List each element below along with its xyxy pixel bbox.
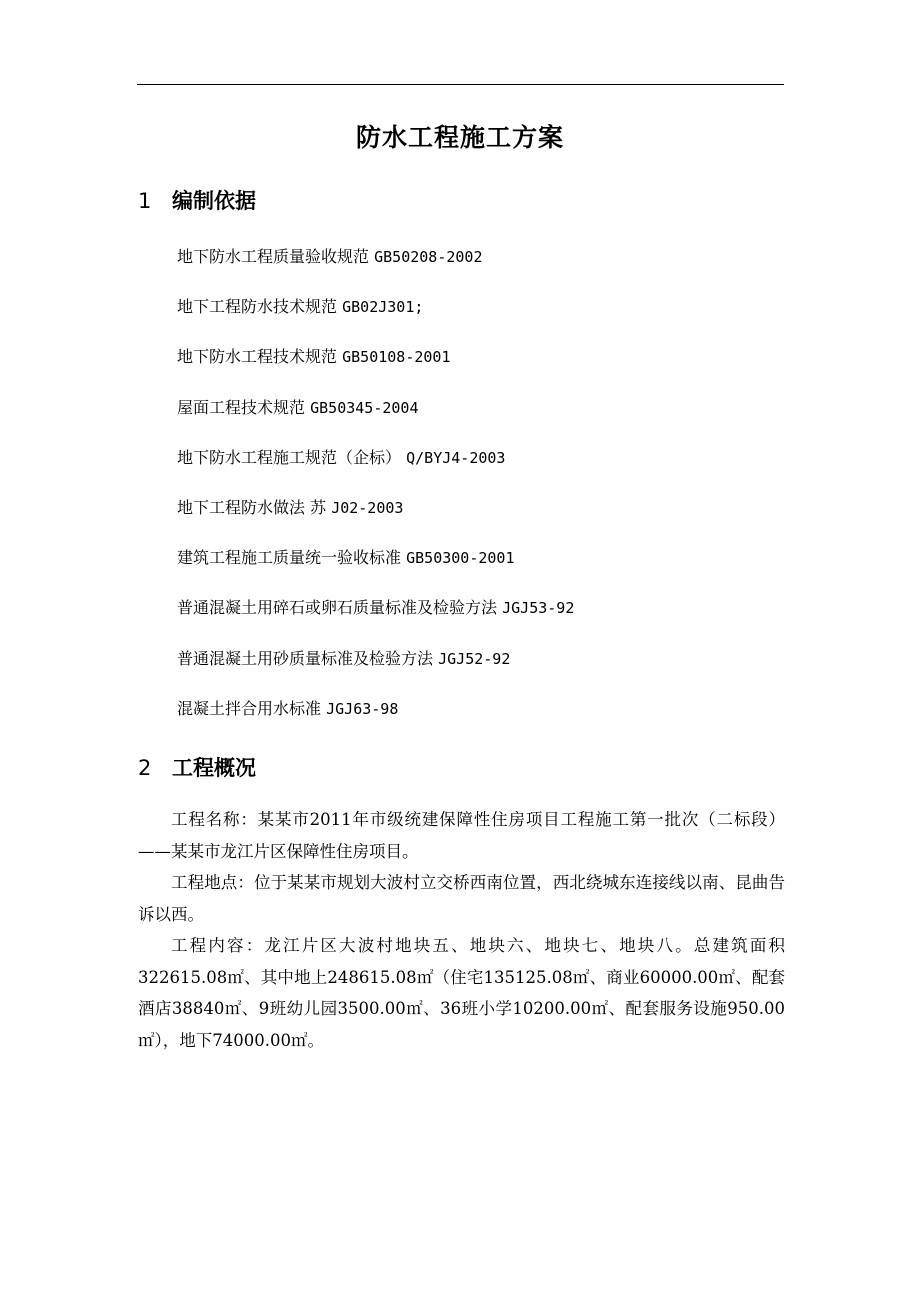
- section-title: 工程概况: [172, 756, 256, 780]
- list-item: 普通混凝土用碎石或卵石质量标准及检验方法 JGJ53-92: [177, 598, 575, 618]
- list-item: 地下工程防水做法 苏 J02-2003: [177, 497, 404, 517]
- section-number: 1: [138, 189, 152, 213]
- section-1-heading: [138, 186, 256, 216]
- list-item: 普通混凝土用砂质量标准及检验方法 JGJ52-92: [177, 648, 511, 668]
- project-name-paragraph: 工程名称：某某市2011年市级统建保障性住房项目工程施工第一批次（二标段）——某某市龙江片区保障性住房项目。: [138, 810, 785, 861]
- list-item: 地下防水工程技术规范 GB50108-2001: [177, 347, 451, 367]
- project-location-paragraph: 工程地点：位于某某市规划大波村立交桥西南位置，西北绕城东连接线以南、昆曲告诉以西。: [138, 873, 785, 924]
- section-title: 编制依据: [172, 189, 256, 213]
- list-item: 地下防水工程施工规范（企标） Q/BYJ4-2003: [177, 447, 506, 467]
- list-item: 地下工程防水技术规范 GB02J301;: [177, 297, 424, 317]
- document-title: 防水工程施工方案: [355, 123, 564, 152]
- list-item: 屋面工程技术规范 GB50345-2004: [177, 397, 419, 417]
- list-item: 建筑工程施工质量统一验收标准 GB50300-2001: [177, 548, 515, 568]
- project-overview: [138, 804, 785, 1056]
- section-2-heading: [138, 753, 256, 783]
- header-rule: [137, 84, 784, 85]
- project-content-paragraph: 工程内容：龙江片区大波村地块五、地块六、地块七、地块八。总建筑面积322615.08㎡、其中地上248615.08㎡（住宅135125.08㎡、商业60000.00㎡、配套酒店38840㎡、9班幼儿园3500.00㎡、36班小学10200.00㎡、配套服务设施950.00㎡），地下74000.00㎡。: [138, 936, 785, 1050]
- list-item: 地下防水工程质量验收规范 GB50208-2002: [177, 247, 483, 266]
- reference-list: [177, 243, 574, 745]
- list-item: 混凝土拌合用水标准 JGJ63-98: [177, 698, 399, 718]
- section-number: 2: [138, 756, 152, 780]
